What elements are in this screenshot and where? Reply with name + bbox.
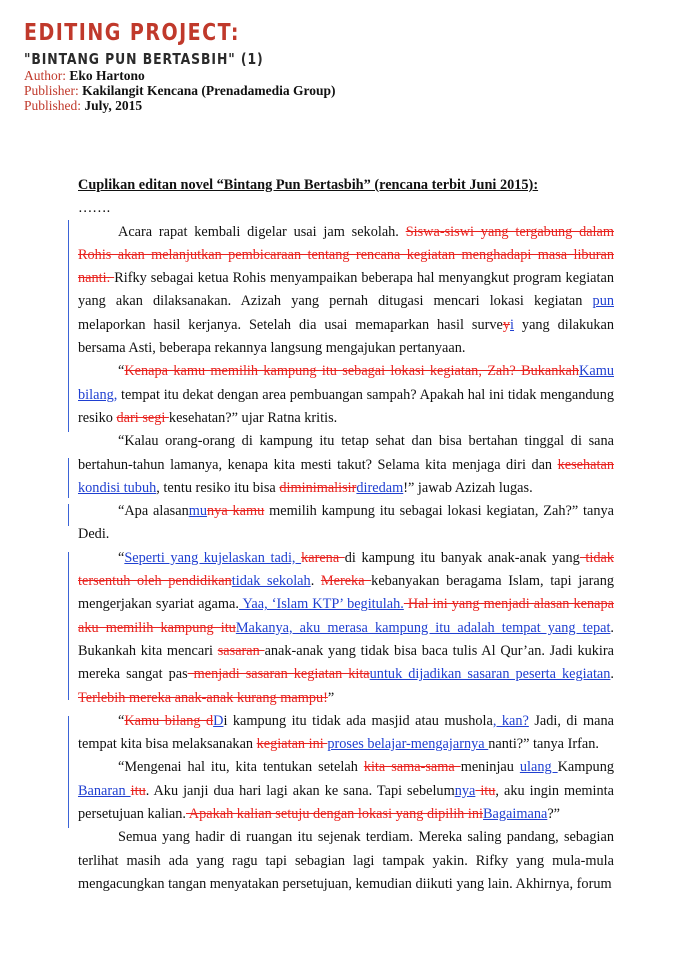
deleted-text: Terlebih mereka anak-anak kurang mampu! bbox=[78, 689, 328, 706]
inserted-text: Yaa, ‘Islam KTP’ begitulah. bbox=[238, 596, 404, 613]
deleted-text: karena bbox=[301, 549, 345, 566]
paragraph bbox=[78, 360, 614, 430]
publisher-name: Kakilangit Kencana (Prenadamedia Group) bbox=[82, 83, 336, 98]
project-title: EDITING PROJECT: bbox=[24, 20, 240, 46]
deleted-text: Siswa-siswi yang tergabung dalam Rohis akan melanjutkan pembicaraan tentang rencana kegiatan menghadapi masa liburan nanti. bbox=[78, 223, 614, 287]
inserted-text: , kan? bbox=[492, 712, 529, 729]
body-text: ?” bbox=[547, 806, 561, 823]
deleted-text: menjadi sasaran kegiatan kita bbox=[187, 666, 370, 683]
deleted-text: Mereka bbox=[320, 573, 372, 590]
deleted-text: tidak tersentuh oleh pendidikan bbox=[78, 549, 614, 590]
body-text: . bbox=[310, 573, 321, 590]
body-text: memilih kampung itu sebagai lokasi kegiatan, Zah?” tanya Dedi. bbox=[78, 503, 614, 543]
deleted-text: itu bbox=[475, 782, 496, 799]
body-text: kebanyakan beragama Islam, tapi jarang mengerjakan syariat agama. bbox=[78, 573, 614, 613]
deleted-text: kegiatan ini bbox=[256, 736, 328, 753]
deleted-text: itu bbox=[130, 782, 146, 799]
deleted-text: y bbox=[502, 316, 511, 333]
author-label: Author: bbox=[24, 68, 66, 83]
inserted-text: tidak sekolah bbox=[231, 573, 311, 590]
body-text: tempat itu dekat dengan area pembuangan sampah? Apakah hal ini tidak mengandung resiko bbox=[78, 386, 614, 426]
inserted-text: untuk dijadikan sasaran peserta kegiatan bbox=[369, 666, 611, 683]
body-text: ” bbox=[327, 689, 335, 706]
inserted-text: Kamu bilang, bbox=[78, 363, 614, 403]
change-bar bbox=[68, 458, 69, 498]
body-text: Acara rapat kembali digelar usai jam sekolah. bbox=[118, 223, 406, 240]
publisher-line bbox=[24, 83, 664, 98]
change-bar bbox=[68, 504, 69, 526]
author-line bbox=[24, 68, 664, 83]
body-text: , aku ingin meminta persetujuan kalian. bbox=[78, 782, 614, 823]
inserted-text: Bagaimana bbox=[483, 806, 548, 823]
body-text: yang dilakukan bersama Asti, beberapa rekannya langsung mengajukan pertanyaan. bbox=[78, 316, 614, 357]
body-text: “Kalau orang-orang di kampung itu tetap sehat dan bisa bertahan tinggal di sana bertahun-tahun lamanya, kenapa kita mesti takut? Selama kita menjaga diri dan bbox=[78, 433, 614, 473]
body-text: . bbox=[610, 666, 614, 683]
change-bar bbox=[68, 552, 69, 700]
deleted-text: Apakah kalian setuju dengan lokasi yang dipilih ini bbox=[185, 806, 483, 823]
published-line bbox=[24, 98, 664, 113]
publisher-label: Publisher: bbox=[24, 83, 79, 98]
deleted-text: diminimalisir bbox=[279, 479, 357, 496]
paragraph bbox=[78, 756, 614, 826]
paragraph bbox=[78, 221, 614, 361]
body-text: Rifky sebagai ketua Rohis menyampaikan beberapa hal menyangkut program kegiatan yang akan dilaksanakan. Azizah yang pernah ditugasi mencari lokasi kegiatan bbox=[78, 270, 614, 310]
inserted-text: i bbox=[510, 316, 515, 333]
deleted-text: Kenapa kamu memilih kampung itu sebagai lokasi kegiatan, Zah? Bukankah bbox=[124, 363, 580, 380]
body-text: Kampung bbox=[557, 759, 614, 776]
project-subtitle: "BINTANG PUN BERTASBIH" (1) bbox=[24, 50, 264, 68]
body-text: nanti?” tanya Irfan. bbox=[488, 736, 599, 753]
body-text: “ bbox=[118, 363, 125, 380]
change-bar bbox=[68, 716, 69, 828]
body-text: Jadi, di mana tempat kita bisa melaksanakan bbox=[78, 712, 614, 753]
body-text: !” jawab Azizah lugas. bbox=[403, 479, 533, 496]
inserted-text: proses belajar-mengajarnya bbox=[327, 736, 489, 753]
paragraph bbox=[78, 500, 614, 547]
body-text: Semua yang hadir di ruangan itu sejenak terdiam. Mereka saling pandang, sebagian terlihat masih ada yang ragu tapi sebagian lagi tampak yakin. Rifky yang mula-mula mengacungkan tangan menyatakan persetujuan, kemudian diikuti yang lain. Akhirnya, forum bbox=[78, 829, 614, 892]
inserted-text: kondisi tubuh bbox=[78, 479, 157, 496]
paragraph bbox=[78, 547, 614, 710]
inserted-text: Banaran bbox=[78, 782, 131, 799]
excerpt-title: Cuplikan editan novel “Bintang Pun Bertasbih” (rencana terbit Juni 2015): bbox=[78, 177, 539, 193]
paragraph bbox=[78, 430, 614, 500]
deleted-text: dari segi bbox=[116, 409, 169, 426]
inserted-text: D bbox=[213, 712, 224, 729]
body-text: di kampung itu banyak anak-anak yang bbox=[344, 549, 580, 566]
inserted-text: ulang bbox=[519, 759, 558, 776]
inserted-text: mu bbox=[188, 503, 208, 520]
body-text: “Apa alasan bbox=[118, 503, 189, 520]
deleted-text: Kamu bilang d bbox=[124, 712, 214, 729]
inserted-text: diredam bbox=[356, 479, 404, 496]
document-header bbox=[24, 20, 664, 113]
inserted-text: nya bbox=[454, 782, 476, 799]
body-text: “ bbox=[118, 549, 125, 566]
body-text: “Mengenai hal itu, kita tentukan setelah bbox=[118, 759, 364, 776]
change-bar bbox=[68, 220, 69, 432]
published-label: Published: bbox=[24, 98, 82, 113]
paragraph bbox=[78, 826, 614, 896]
body-text: . Aku janji dua hari lagi akan ke sana. Tapi sebelum bbox=[145, 782, 455, 799]
published-date: July, 2015 bbox=[84, 98, 143, 113]
deleted-text: nya kamu bbox=[207, 503, 265, 520]
body-text: anak-anak yang tidak bisa baca tulis Al Qur’an. Jadi kukira mereka sangat pas bbox=[78, 642, 614, 683]
deleted-text: kita sama-sama bbox=[363, 759, 461, 776]
document-body bbox=[78, 174, 614, 896]
body-text: melaporkan hasil kerjanya. Setelah dia usai memaparkan hasil surve bbox=[78, 316, 503, 333]
body-text: kesehatan?” ujar Ratna kritis. bbox=[168, 409, 338, 426]
body-text: “ bbox=[118, 712, 125, 729]
author-name: Eko Hartono bbox=[69, 68, 145, 83]
paragraph-list bbox=[78, 221, 614, 897]
body-text: , tentu resiko itu bisa bbox=[156, 479, 280, 496]
ellipsis: ……. bbox=[78, 200, 111, 217]
inserted-text: Makanya, aku merasa kampung itu adalah tempat yang tepat bbox=[235, 619, 611, 636]
deleted-text: kesehatan bbox=[557, 456, 614, 473]
inserted-text: Seperti yang kujelaskan tadi, bbox=[124, 549, 302, 566]
body-text: i kampung itu tidak ada masjid atau mushola bbox=[223, 712, 493, 729]
deleted-text: Hal ini yang menjadi alasan kenapa aku memilih kampung itu bbox=[78, 596, 615, 636]
inserted-text: pun bbox=[592, 293, 614, 310]
body-text: meninjau bbox=[460, 759, 520, 776]
body-text: . Bukankah kita mencari bbox=[78, 619, 614, 659]
deleted-text: sasaran bbox=[217, 642, 265, 659]
paragraph bbox=[78, 710, 614, 757]
